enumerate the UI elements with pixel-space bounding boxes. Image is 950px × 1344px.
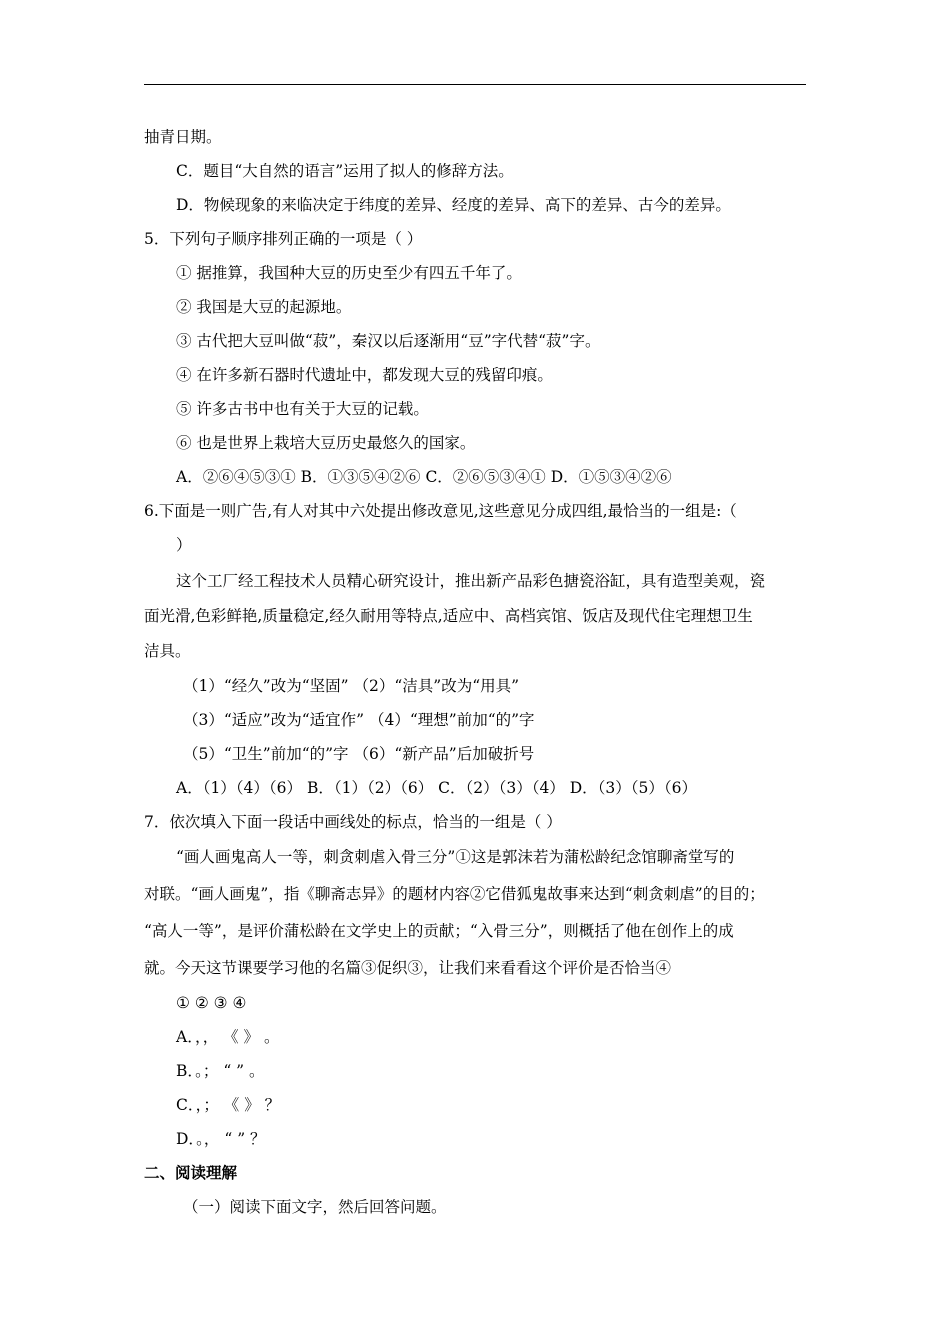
sentence-3: ③ 古代把大豆叫做“菽”，秦汉以后逐渐用“豆”字代替“菽”字。 <box>176 332 601 350</box>
sentence-1: ① 据推算，我国种大豆的历史至少有四五千年了。 <box>176 264 522 282</box>
revision-1-2: （1）“经久”改为“坚固” （2）“洁具”改为“用具” <box>183 677 520 695</box>
option-a: A．，， 《 》 。 <box>176 1028 280 1046</box>
question-6: 6.下面是一则广告,有人对其中六处提出修改意见,这些意见分成四组,最恰当的一组是:（ <box>144 502 737 520</box>
sentence-6: ⑥ 也是世界上栽培大豆历史最悠久的国家。 <box>176 434 476 452</box>
revision-5-6: （5）“卫生”前加“的”字 （6）“新产品”后加破折号 <box>183 745 535 763</box>
option-d: D．。， “ ” ？ <box>176 1130 266 1148</box>
question-6-options: A．（1）（4）（6） B．（1）（2）（6） C．（2）（3）（4） D．（3）（5）（6） <box>176 779 697 797</box>
blank-markers: ① ② ③ ④ <box>176 994 247 1012</box>
section-intro: （一）阅读下面文字，然后回答问题。 <box>183 1198 447 1216</box>
section-heading: 二、阅读理解 <box>144 1163 238 1182</box>
passage-line-2: 对联。“画人画鬼”，指《聊斋志异》的题材内容②它借狐鬼故事来达到“刺贪刺虐”的目的； <box>144 885 765 903</box>
ad-text-3: 洁具。 <box>144 642 191 660</box>
passage-line-1: “画人画鬼高人一等，刺贪刺虐入骨三分”①这是郭沫若为蒲松龄纪念馆聊斋堂写的 <box>176 848 735 866</box>
passage-line-4: 就。今天这节课要学习他的名篇③促织③，让我们来看看这个评价是否恰当④ <box>144 959 672 977</box>
ad-text-2: 面光滑,色彩鲜艳,质量稳定,经久耐用等特点,适应中、高档宾馆、饭店及现代住宅理想卫生 <box>144 607 753 625</box>
sentence-2: ② 我国是大豆的起源地。 <box>176 298 352 316</box>
header-rule <box>144 84 806 85</box>
text-line: 抽青日期。 <box>144 128 222 146</box>
option-b: B．。； “ ” 。 <box>176 1062 265 1080</box>
question-6-bracket: ） <box>176 536 192 554</box>
sentence-4: ④ 在许多新石器时代遗址中，都发现大豆的残留印痕。 <box>176 366 553 384</box>
option-c: C．，； 《 》 ？ <box>176 1096 281 1114</box>
passage-line-3: “高人一等”，是评价蒲松龄在文学史上的贡献；“入骨三分”，则概括了他在创作上的成 <box>144 922 734 940</box>
option-d-line: D．物候现象的来临决定于纬度的差异、经度的差异、高下的差异、古今的差异。 <box>176 196 731 214</box>
ad-text-1: 这个工厂经工程技术人员精心研究设计，推出新产品彩色搪瓷浴缸，具有造型美观，瓷 <box>176 572 766 590</box>
sentence-5: ⑤ 许多古书中也有关于大豆的记载。 <box>176 400 429 418</box>
option-c-line: C．题目“大自然的语言”运用了拟人的修辞方法。 <box>176 162 514 180</box>
question-7: 7．依次填入下面一段话中画线处的标点，恰当的一组是（ ） <box>144 813 562 831</box>
revision-3-4: （3）“适应”改为“适宜作” （4）“理想”前加“的”字 <box>183 711 535 729</box>
question-5: 5．下列句子顺序排列正确的一项是（ ） <box>144 230 423 248</box>
question-5-options: A．②⑥④⑤③① B．①③⑤④②⑥ C．②⑥⑤③④① D．①⑤③④②⑥ <box>176 468 672 486</box>
